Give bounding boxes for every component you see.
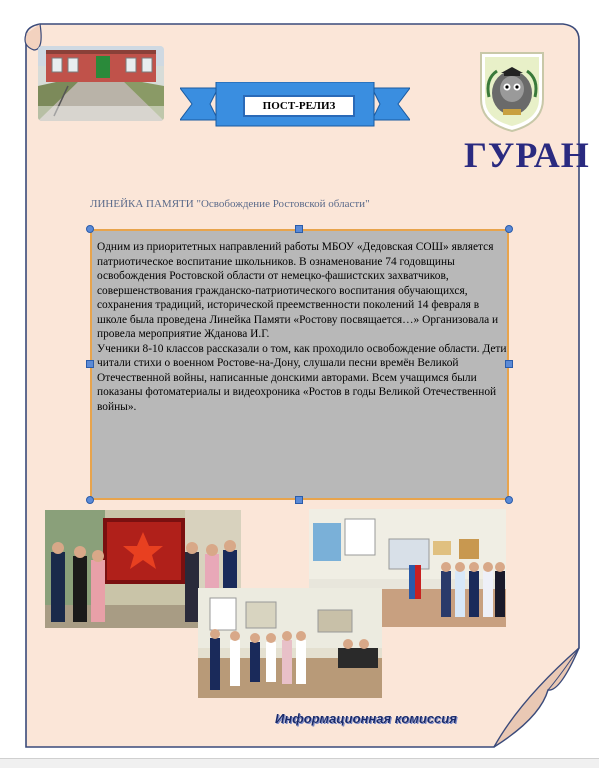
article-paragraph-2: Ученики 8-10 классов рассказали о том, как проходило освобождение области. Дети читали стихи о военном Ростове-на-Дону, слушали песни времён Великой Отечественной войны, написанные донскими авторами. Всем учащимся были показаны фотоматериалы и видеохроника «Ростов в годы Великой Отечественной войны». xyxy=(97,342,507,413)
school-emblem-logo xyxy=(475,49,549,133)
article-body xyxy=(97,240,507,414)
resize-handle-top-left[interactable] xyxy=(86,225,94,233)
resize-handle-left[interactable] xyxy=(86,360,94,368)
logo-wordmark: ГУРАН xyxy=(464,135,590,175)
footer-signature: Информационная комиссия xyxy=(275,711,457,726)
resize-handle-top[interactable] xyxy=(295,225,303,233)
resize-handle-right[interactable] xyxy=(505,360,513,368)
event-photo-3 xyxy=(198,588,382,698)
school-building-photo xyxy=(38,46,164,121)
article-paragraph-1: Одним из приоритетных направлений работы МБОУ «Дедовская СОШ» является патриотическое воспитание школьников. В ознаменование 74 годовщины освобождения Ростовской области от немецко-фашистских захватчиков, совершенствования гражданско-патриотического воспитания обучающихся, сохранения традиций, исторической преемственности поколений 14 февраля в школе была проведена Линейка Памяти «Ростову посвящается…» Организовала и провела мероприятие Жданова И.Г. xyxy=(97,241,499,340)
resize-handle-bottom[interactable] xyxy=(295,496,303,504)
article-textbox[interactable] xyxy=(90,229,509,500)
banner-label: ПОСТ-РЕЛИЗ xyxy=(243,95,355,117)
resize-handle-bottom-left[interactable] xyxy=(86,496,94,504)
resize-handle-top-right[interactable] xyxy=(505,225,513,233)
article-title: ЛИНЕЙКА ПАМЯТИ "Освобождение Ростовской области" xyxy=(90,198,370,210)
resize-handle-bottom-right[interactable] xyxy=(505,496,513,504)
